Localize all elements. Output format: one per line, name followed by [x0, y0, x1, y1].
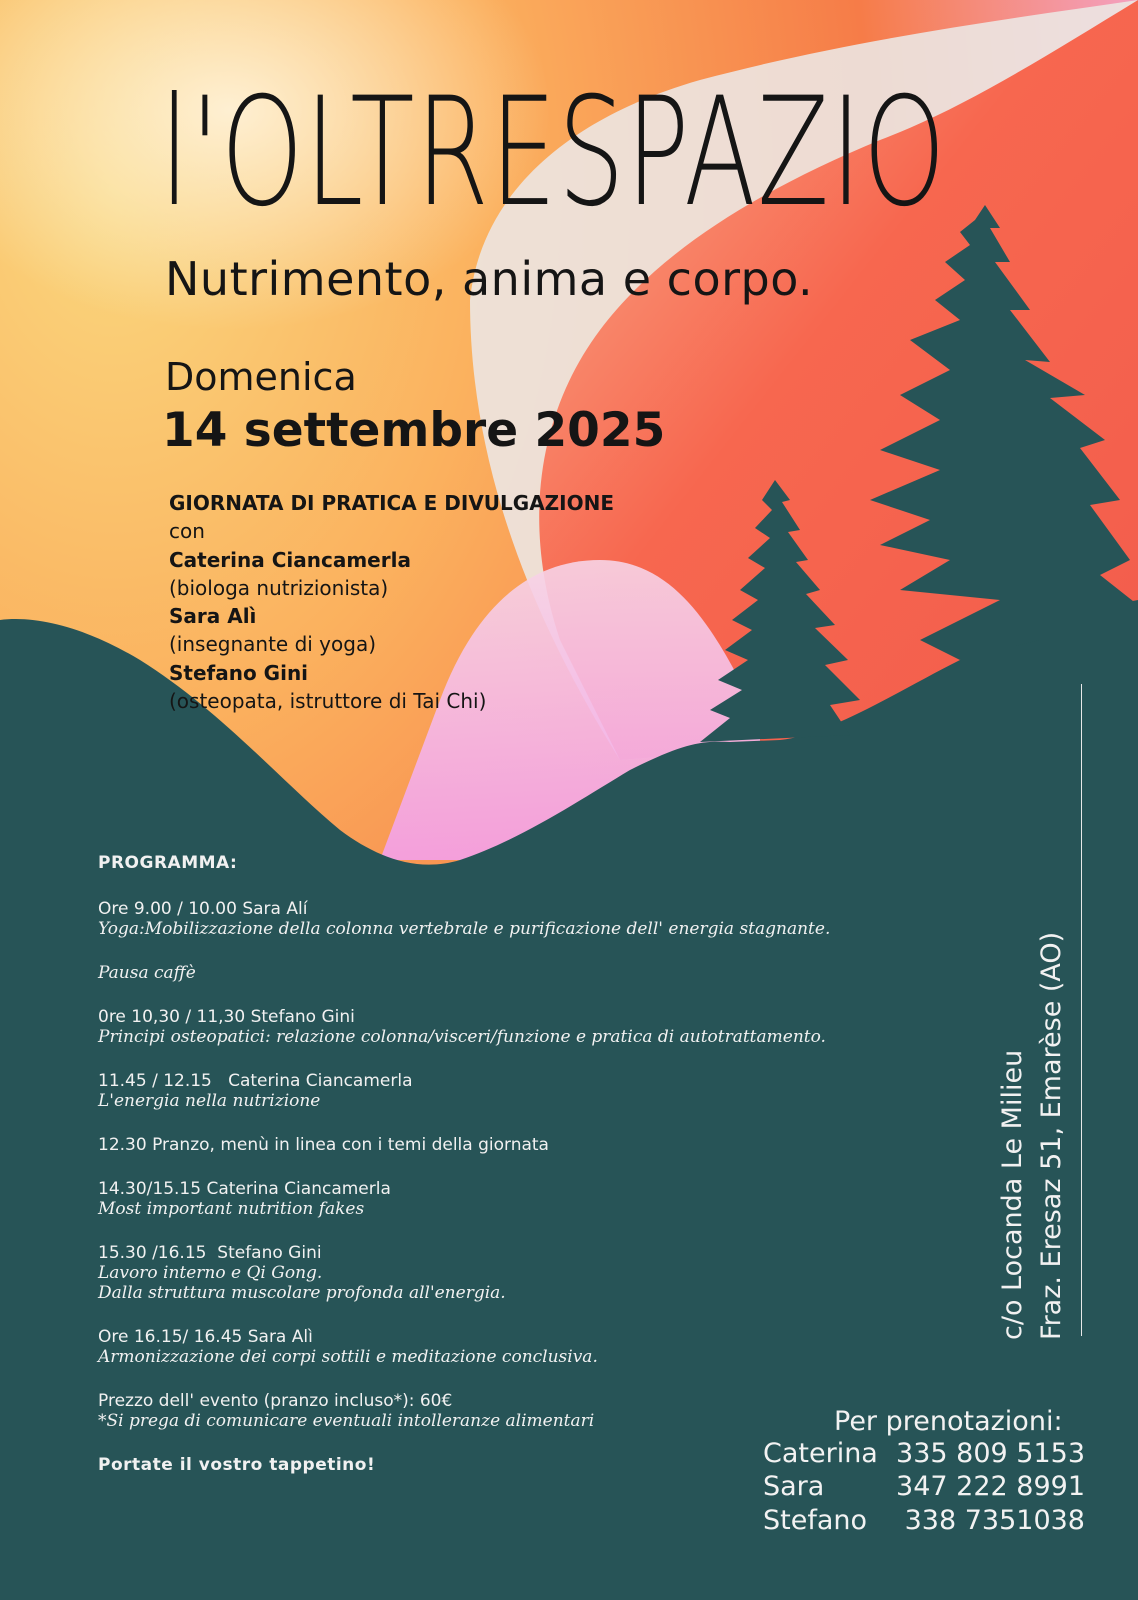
poster-subtitle: Nutrimento, anima e corpo. [165, 252, 814, 306]
contact-name: Caterina [763, 1438, 878, 1469]
guest-role: (biologa nutrizionista) [169, 575, 389, 600]
guest-role: (insegnante di yoga) [169, 632, 377, 657]
programme-section [98, 853, 830, 1475]
programme-heading: PROGRAMMA: [98, 853, 238, 873]
booking-label: Per prenotazioni: [834, 1406, 1063, 1437]
programme-desc: Most important nutrition fakes [98, 1199, 365, 1219]
contact-phone[interactable]: 338 7351038 [904, 1505, 1085, 1536]
programme-time: 12.30 Pranzo, menù in linea con i temi della giornata [98, 1135, 549, 1155]
programme-desc: Dalla struttura muscolare profonda all'energia. [98, 1283, 506, 1303]
programme-desc: Armonizzazione dei corpi sottili e meditazione conclusiva. [98, 1347, 598, 1367]
programme-time: Ore 9.00 / 10.00 Sara Alí [98, 899, 308, 919]
location-venue: c/o Locanda Le Milieu [997, 1049, 1028, 1340]
price-note: *Si prega di comunicare eventuali intolleranze alimentari [98, 1411, 595, 1431]
guest-name: Stefano Gini [169, 660, 309, 685]
contact-name: Stefano [763, 1505, 868, 1536]
closing-note: Portate il vostro tappetino! [98, 1455, 376, 1475]
intro-with: con [169, 519, 205, 544]
programme-desc: Principi osteopatici: relazione colonna/visceri/funzione e pratica di autotrattamento. [98, 1027, 826, 1047]
programme-desc: Pausa caffè [98, 963, 196, 983]
programme-time: 0re 10,30 / 11,30 Stefano Gini [98, 1007, 355, 1027]
contact-phone[interactable]: 335 809 5153 [896, 1438, 1085, 1469]
guests-section [169, 489, 614, 715]
guest-name: Caterina Ciancamerla [169, 547, 411, 572]
intro-heading: GIORNATA DI PRATICA E DIVULGAZIONE [169, 491, 615, 515]
programme-time: 14.30/15.15 Caterina Ciancamerla [98, 1179, 391, 1199]
guest-role: (osteopata, istruttore di Tai Chi) [169, 689, 487, 714]
location-divider [1081, 684, 1082, 1336]
contact-phone[interactable]: 347 222 8991 [896, 1471, 1085, 1502]
price-text: Prezzo dell' evento (pranzo incluso*): 60€ [98, 1391, 453, 1411]
poster-title: l'OLTRESPAZIO [160, 66, 947, 240]
guest-name: Sara Alì [169, 604, 257, 629]
event-day: Domenica [165, 355, 357, 399]
location-block [993, 820, 1071, 1340]
event-date: 14 settembre 2025 [162, 403, 666, 458]
programme-time: 15.30 /16.15 Stefano Gini [98, 1243, 322, 1263]
contact-name: Sara [763, 1471, 825, 1502]
programme-desc: Yoga:Mobilizzazione della colonna vertebrale e purificazione dell' energia stagnante. [98, 919, 831, 939]
programme-desc: Lavoro interno e Qi Gong. [98, 1263, 323, 1283]
programme-time: 11.45 / 12.15 Caterina Ciancamerla [98, 1071, 413, 1091]
programme-desc: L'energia nella nutrizione [98, 1091, 321, 1111]
location-address: Fraz. Eresaz 51, Emarèse (AO) [1036, 931, 1067, 1340]
programme-time: Ore 16.15/ 16.45 Sara Alì [98, 1327, 313, 1347]
